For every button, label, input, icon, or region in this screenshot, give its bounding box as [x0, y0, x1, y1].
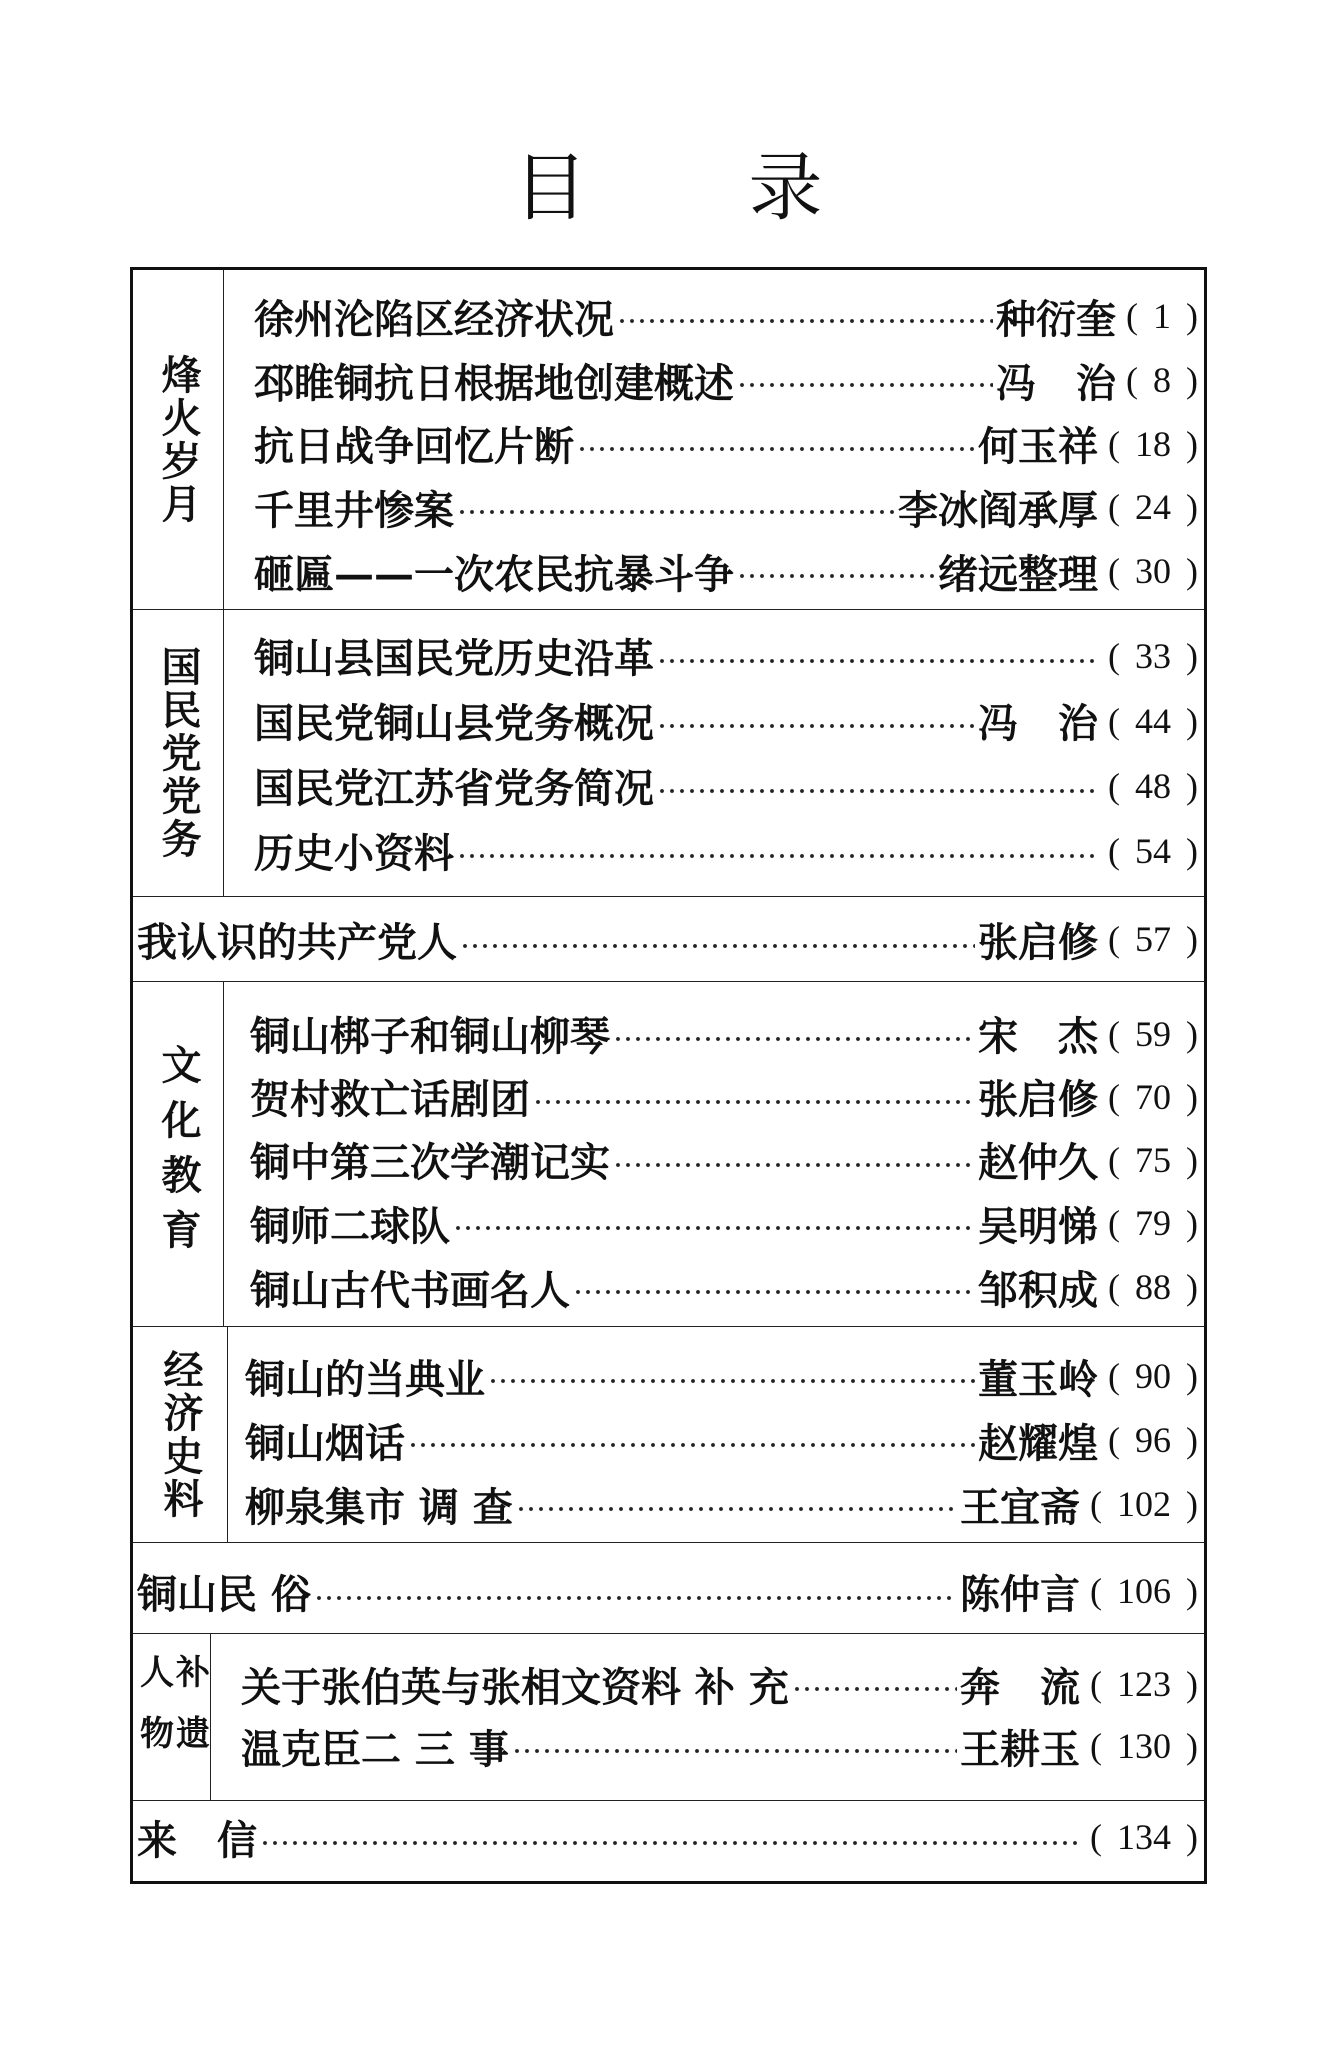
entry-title: 铜师二球队 — [250, 1202, 450, 1250]
section-folk-customs — [133, 1542, 1204, 1633]
section-label — [133, 270, 224, 609]
entry-author: 李冰阎承厚 — [898, 486, 1099, 534]
entry-page: ( 44 ) — [1108, 700, 1198, 741]
entry-list — [228, 1327, 1204, 1542]
toc-entry — [245, 1472, 1198, 1536]
dot-leader — [453, 1191, 975, 1255]
entry-title: 徐州沦陷区经济状况 — [254, 295, 614, 343]
entry-author: 何玉祥 — [978, 423, 1099, 470]
dot-leader — [460, 897, 975, 981]
entry-author: 赵耀煌 — [978, 1419, 1099, 1467]
section-communist-acquaintance — [133, 896, 1204, 981]
entry-title: 铜中第三次学潮记实 — [250, 1139, 610, 1186]
dot-leader — [314, 1549, 957, 1633]
entry-page: ( 88 ) — [1108, 1267, 1198, 1307]
dot-leader — [533, 1065, 975, 1128]
entry-title: 关于张伯英与张相文资料 补 充 — [241, 1663, 789, 1711]
entry-page: ( 134 ) — [1090, 1817, 1198, 1857]
section-biography-supplement — [133, 1633, 1204, 1800]
entry-author: 宋 杰 — [978, 1013, 1099, 1060]
entry-list — [133, 1543, 1204, 1633]
entry-page: ( 102 ) — [1090, 1484, 1198, 1524]
dot-leader — [573, 1255, 975, 1319]
entry-list — [224, 982, 1204, 1326]
toc-entry — [245, 1344, 1198, 1408]
toc-entry — [254, 284, 1198, 348]
dot-leader — [657, 623, 1095, 688]
dot-leader — [613, 1002, 975, 1065]
toc-entry — [137, 1549, 1198, 1633]
entry-page: ( 79 ) — [1108, 1203, 1198, 1243]
entry-page: ( 8 ) — [1126, 360, 1198, 400]
section-kmt-affairs — [133, 609, 1204, 896]
entry-page: ( 1 ) — [1126, 296, 1198, 336]
dot-leader — [488, 1344, 975, 1408]
section-label — [133, 1634, 211, 1800]
toc-entry — [245, 1408, 1198, 1472]
entry-author: 奔 流 — [960, 1663, 1081, 1711]
dot-leader — [577, 412, 975, 475]
dot-leader — [457, 818, 1095, 883]
entry-page: ( 24 ) — [1108, 487, 1198, 527]
section-economic-history — [133, 1326, 1204, 1542]
dot-leader — [657, 688, 975, 753]
entry-title: 铜山的当典业 — [245, 1355, 485, 1403]
section-label-text: 人物补遗 — [133, 1654, 210, 1776]
entry-page: ( 75 ) — [1108, 1139, 1198, 1180]
entry-title: 铜山烟话 — [245, 1419, 405, 1467]
entry-title: 柳泉集市 调 查 — [245, 1483, 513, 1531]
entry-page: ( 90 ) — [1108, 1356, 1198, 1396]
dot-leader — [260, 1801, 1077, 1873]
section-label-text: 经济史料 — [157, 1348, 204, 1521]
entry-page: ( 48 ) — [1108, 765, 1198, 806]
dot-leader — [457, 475, 895, 539]
entry-author: 吴明悌 — [978, 1202, 1099, 1250]
entry-title: 铜山民 俗 — [137, 1570, 311, 1618]
entry-page: ( 18 ) — [1108, 423, 1198, 464]
toc-entry — [254, 348, 1198, 412]
entry-title: 铜山梆子和铜山柳琴 — [250, 1013, 610, 1060]
toc-table — [130, 267, 1207, 1884]
entry-page: ( 57 ) — [1108, 919, 1198, 959]
section-wartime-years — [133, 270, 1204, 609]
entry-list — [211, 1634, 1204, 1800]
entry-author: 张启修 — [978, 918, 1099, 966]
entry-author: 冯 治 — [996, 359, 1117, 407]
section-letters — [133, 1800, 1204, 1881]
entry-author: 赵仲久 — [978, 1139, 1099, 1186]
toc-entry — [254, 818, 1198, 883]
section-label-text: 烽火岁月 — [155, 353, 202, 526]
entry-title: 千里井惨案 — [254, 486, 454, 534]
toc-entry — [250, 1002, 1198, 1065]
entry-author: 董玉岭 — [978, 1355, 1099, 1403]
toc-entry — [241, 1653, 1198, 1715]
toc-entry — [250, 1255, 1198, 1319]
entry-title: 铜山古代书画名人 — [250, 1266, 570, 1314]
toc-entry — [250, 1065, 1198, 1128]
page-title: 目录 — [513, 145, 984, 231]
entry-list — [224, 270, 1204, 609]
toc-entry — [254, 623, 1198, 688]
entry-title: 历史小资料 — [254, 830, 454, 877]
entry-author: 王耕玉 — [960, 1725, 1081, 1773]
dot-leader — [516, 1472, 957, 1536]
entry-title: 来 信 — [137, 1816, 257, 1864]
entry-page: ( 54 ) — [1108, 830, 1198, 871]
entry-list — [133, 897, 1204, 981]
entry-author: 王宜斋 — [960, 1483, 1081, 1531]
entry-title: 温克臣二 三 事 — [241, 1725, 509, 1773]
toc-entry — [254, 753, 1198, 818]
toc-entry — [254, 475, 1198, 539]
toc-entry — [137, 897, 1198, 981]
entry-page: ( 59 ) — [1108, 1013, 1198, 1054]
entry-title: 我认识的共产党人 — [137, 918, 457, 966]
entry-author: 陈仲言 — [960, 1570, 1081, 1618]
entry-author: 张启修 — [978, 1076, 1099, 1123]
dot-leader — [792, 1653, 957, 1715]
entry-page: ( 130 ) — [1090, 1726, 1198, 1766]
entry-page: ( 30 ) — [1108, 551, 1198, 591]
dot-leader — [737, 348, 993, 412]
dot-leader — [512, 1715, 957, 1777]
section-label — [133, 1327, 228, 1542]
toc-entry — [254, 688, 1198, 753]
entry-page: ( 70 ) — [1108, 1076, 1198, 1117]
dot-leader — [408, 1408, 975, 1472]
entry-list — [224, 610, 1204, 896]
dot-leader — [613, 1128, 975, 1191]
entry-title: 砸匾——一次农民抗暴斗争 — [254, 550, 734, 598]
toc-entry — [250, 1191, 1198, 1255]
toc-entry — [250, 1128, 1198, 1191]
entry-title: 邳睢铜抗日根据地创建概述 — [254, 359, 734, 407]
dot-leader — [737, 539, 935, 603]
section-label-text: 文化教育 — [155, 1044, 202, 1264]
entry-title: 贺村救亡话剧团 — [250, 1076, 530, 1123]
entry-title: 国民党江苏省党务简况 — [254, 765, 654, 812]
entry-page: ( 106 ) — [1090, 1571, 1198, 1611]
section-culture-education — [133, 981, 1204, 1326]
section-label-text: 国民党党务 — [155, 645, 202, 861]
section-label — [133, 610, 224, 896]
entry-author: 冯 治 — [978, 700, 1099, 747]
entry-author: 绪远整理 — [938, 550, 1099, 598]
entry-title: 国民党铜山县党务概况 — [254, 700, 654, 747]
entry-author: 邹积成 — [978, 1266, 1099, 1314]
toc-entry — [254, 412, 1198, 475]
section-label — [133, 982, 224, 1326]
entry-title: 铜山县国民党历史沿革 — [254, 635, 654, 682]
toc-entry — [254, 539, 1198, 603]
entry-list — [133, 1801, 1204, 1881]
entry-page: ( 123 ) — [1090, 1664, 1198, 1704]
toc-entry — [137, 1801, 1198, 1873]
dot-leader — [657, 753, 1095, 818]
entry-author: 种衍奎 — [996, 295, 1117, 343]
dot-leader — [617, 284, 993, 348]
entry-title: 抗日战争回忆片断 — [254, 423, 574, 470]
entry-page: ( 33 ) — [1108, 635, 1198, 676]
entry-page: ( 96 ) — [1108, 1420, 1198, 1460]
toc-entry — [241, 1715, 1198, 1777]
